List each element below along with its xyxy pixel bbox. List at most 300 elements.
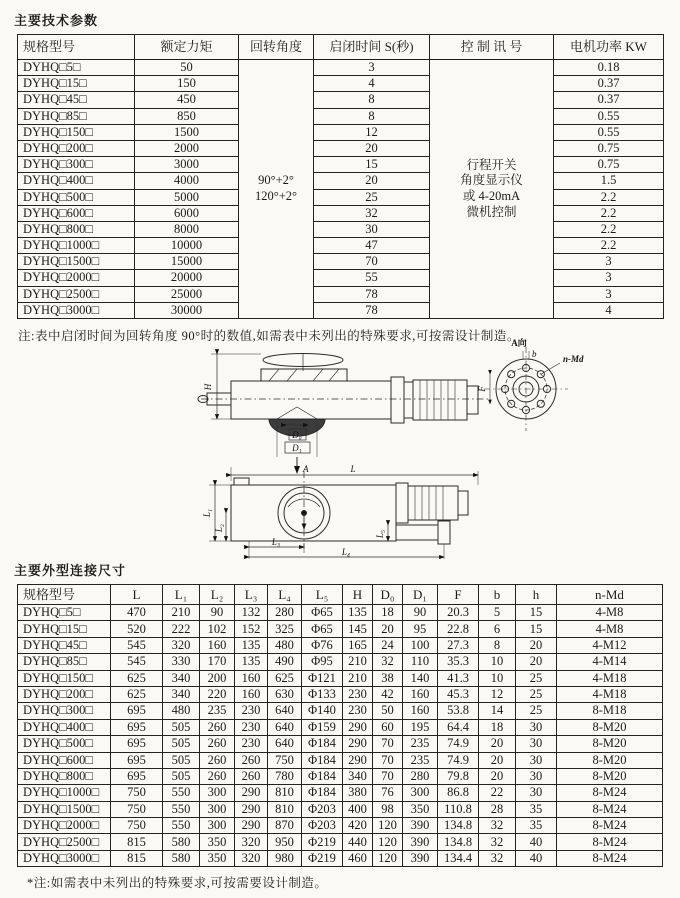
dimension-cell: 320 [235, 834, 268, 850]
model-cell: DYHQ□150□ [18, 124, 135, 140]
dim-label-a: A [302, 464, 308, 474]
dimension-cell: 695 [111, 768, 163, 784]
column-header: 规格型号 [18, 35, 135, 60]
dimension-cell: 420 [343, 818, 373, 834]
dim-label-f: F [476, 386, 487, 392]
dimension-cell: 40 [516, 834, 557, 850]
table-row [18, 801, 663, 817]
table-row [18, 670, 663, 686]
control-signal-line: 角度显示仪 [460, 173, 523, 188]
dimension-cell: 76 [373, 785, 403, 801]
dimension-cell: Φ203 [302, 801, 343, 817]
model-cell: DYHQ□5□ [18, 605, 111, 621]
dimension-cell: 160 [200, 637, 235, 653]
open-close-time-cell: 3 [314, 60, 430, 76]
dimension-cell: 15 [516, 621, 557, 637]
open-close-time-cell: 15 [314, 157, 430, 173]
motor-power-cell: 0.75 [554, 157, 664, 173]
open-close-time-cell: 78 [314, 302, 430, 318]
dimension-cell: 120 [373, 818, 403, 834]
dimension-cell: 330 [163, 654, 200, 670]
dimension-cell: 260 [200, 752, 235, 768]
dimension-cell: 695 [111, 736, 163, 752]
table-row [18, 621, 663, 637]
dimension-cell: 18 [479, 719, 516, 735]
dim-label-l: L [349, 464, 356, 474]
motor-power-cell: 0.75 [554, 140, 664, 156]
dimension-cell: 53.8 [438, 703, 479, 719]
dimension-cell: 160 [235, 670, 268, 686]
column-header: L₁ [163, 585, 200, 605]
dimension-cell: 42 [373, 686, 403, 702]
dimension-cell: 290 [235, 801, 268, 817]
dimension-cell: Φ184 [302, 752, 343, 768]
dimension-cell: 120 [373, 850, 403, 866]
dimension-cell: 350 [200, 834, 235, 850]
dimension-cell: 135 [343, 605, 373, 621]
dimension-cell: 25 [516, 670, 557, 686]
dimension-cell: 640 [268, 703, 302, 719]
model-cell: DYHQ□200□ [18, 140, 135, 156]
column-header: D₁ [403, 585, 438, 605]
dimension-cell: 10 [479, 670, 516, 686]
control-signal-line: 微机控制 [466, 204, 517, 219]
dimension-cell: 470 [111, 605, 163, 621]
motor-power-cell: 2.2 [554, 205, 664, 221]
motor-power-cell: 4 [554, 302, 664, 318]
dim-label-l3: L₃ [271, 537, 280, 547]
column-header: L₅ [302, 585, 343, 605]
dimension-cell: 640 [268, 719, 302, 735]
top-view [198, 353, 491, 473]
table-row [18, 157, 664, 173]
open-close-time-cell: 47 [314, 238, 430, 254]
motor-power-cell: 1.5 [554, 173, 664, 189]
torque-cell: 450 [135, 92, 239, 108]
dimension-cell: 340 [343, 768, 373, 784]
dimension-cell: 25 [516, 686, 557, 702]
dimension-cell: 38 [373, 670, 403, 686]
dimension-cell: 200 [200, 670, 235, 686]
column-header: L [111, 585, 163, 605]
actuator-outline-drawing [91, 338, 591, 557]
technical-parameters-table [17, 34, 664, 319]
dimension-cell: 260 [235, 768, 268, 784]
dimension-cell: 30 [516, 736, 557, 752]
table-row [18, 637, 663, 653]
dimension-cell: 32 [373, 654, 403, 670]
motor-power-cell: 0.37 [554, 76, 664, 92]
dimension-cell: 60 [373, 719, 403, 735]
model-cell: DYHQ□3000□ [18, 302, 135, 318]
dimension-cell: 290 [343, 752, 373, 768]
torque-cell: 6000 [135, 205, 239, 221]
column-header: 电机功率 KW [554, 35, 664, 60]
dimension-cell: 110 [403, 654, 438, 670]
dimension-labels [202, 337, 584, 557]
dimension-cell: 870 [268, 818, 302, 834]
dimension-cell: 20 [516, 637, 557, 653]
control-signal-line: 或 4-20mA [462, 189, 521, 203]
table1-note: 注:表中启闭时间为回转角度 90°时的数值,如需表中未列出的特殊要求,可按需设计制造。 [18, 329, 520, 343]
section1-title: 主要技术参数 [14, 13, 99, 28]
rotation-angle-line: 90°+2° [258, 173, 294, 188]
model-cell: DYHQ□500□ [18, 736, 111, 752]
technical-parameters-body [18, 60, 664, 319]
dimension-cell: 4-M14 [557, 654, 663, 670]
dimension-cell: Φ159 [302, 719, 343, 735]
open-close-time-cell: 8 [314, 92, 430, 108]
dim-label-nmd: n-Md [562, 354, 584, 364]
open-close-time-cell: 12 [314, 124, 430, 140]
dimension-cell: Φ65 [302, 605, 343, 621]
dimension-cell: 134.8 [438, 834, 479, 850]
section2-title: 主要外型连接尺寸 [14, 563, 127, 578]
open-close-time-cell: 55 [314, 270, 430, 286]
open-close-time-cell: 70 [314, 254, 430, 270]
table-row [18, 850, 663, 866]
dimension-cell: 230 [235, 703, 268, 719]
torque-cell: 5000 [135, 189, 239, 205]
dimension-cell: 10 [479, 654, 516, 670]
dimension-cell: 8-M18 [557, 703, 663, 719]
dimension-cell: 580 [163, 850, 200, 866]
dimension-cell: 222 [163, 621, 200, 637]
model-cell: DYHQ□600□ [18, 205, 135, 221]
model-cell: DYHQ□15□ [18, 621, 111, 637]
dimension-cell: 300 [200, 785, 235, 801]
dimension-cell: 8-M24 [557, 785, 663, 801]
dimension-cell: 230 [235, 719, 268, 735]
dimension-cell: 140 [403, 670, 438, 686]
rotation-angle-line: 120°+2° [254, 189, 298, 203]
dimension-drawing [17, 338, 664, 557]
dimensions-header [18, 585, 663, 605]
dimension-cell: 8-M24 [557, 850, 663, 866]
table-row [18, 173, 664, 189]
dimension-cell: 815 [111, 834, 163, 850]
dimension-cell: 25 [516, 703, 557, 719]
dimension-cell: 300 [200, 818, 235, 834]
dimension-cell: 750 [111, 785, 163, 801]
column-header: L₃ [235, 585, 268, 605]
dimension-cell: Φ184 [302, 768, 343, 784]
dimension-cell: 400 [343, 801, 373, 817]
dimension-cell: 320 [235, 850, 268, 866]
dim-label-l2: L₂ [213, 523, 224, 533]
column-header: 规格型号 [18, 585, 111, 605]
dimension-cell: 210 [343, 654, 373, 670]
table-row [18, 140, 664, 156]
dimension-cell: 74.9 [438, 736, 479, 752]
table-row [18, 76, 664, 92]
dimension-cell: 102 [200, 621, 235, 637]
dimension-cell: 32 [479, 818, 516, 834]
dimension-cell: 260 [200, 719, 235, 735]
dimension-cell: 280 [403, 768, 438, 784]
dim-label-l4: L₄ [341, 547, 350, 557]
motor-power-cell: 3 [554, 254, 664, 270]
model-cell: DYHQ□85□ [18, 108, 135, 124]
dimension-cell: 235 [403, 752, 438, 768]
dimension-cell: 22 [479, 785, 516, 801]
dimension-cell: 30 [516, 752, 557, 768]
dimension-cell: 152 [235, 621, 268, 637]
dimension-cell: 24 [373, 637, 403, 653]
dimension-cell: 20.3 [438, 605, 479, 621]
model-cell: DYHQ□2000□ [18, 270, 135, 286]
column-header: L₄ [268, 585, 302, 605]
open-close-time-cell: 20 [314, 140, 430, 156]
dimension-cell: 8-M20 [557, 752, 663, 768]
open-close-time-cell: 78 [314, 286, 430, 302]
torque-cell: 50 [135, 60, 239, 76]
column-header: L₂ [200, 585, 235, 605]
dimension-cell: Φ95 [302, 654, 343, 670]
dimension-cell: 750 [268, 752, 302, 768]
table2-note: *注:如需表中未列出的特殊要求,可按需要设计制造。 [27, 876, 328, 891]
model-cell: DYHQ□200□ [18, 686, 111, 702]
dimension-cell: 325 [268, 621, 302, 637]
dimension-cell: 810 [268, 801, 302, 817]
dimension-cell: 505 [163, 736, 200, 752]
dimension-cell: 98 [373, 801, 403, 817]
dimension-cell: 35.3 [438, 654, 479, 670]
dimension-cell: 120 [373, 834, 403, 850]
header-row [18, 585, 663, 605]
dimension-cell: Φ133 [302, 686, 343, 702]
dimension-cell: 695 [111, 752, 163, 768]
table-row [18, 108, 664, 124]
dimension-cell: 79.8 [438, 768, 479, 784]
dimension-cell: 340 [163, 686, 200, 702]
dimension-cell: 230 [235, 736, 268, 752]
table-row [18, 785, 663, 801]
column-header: F [438, 585, 479, 605]
dimension-cell: 30 [516, 768, 557, 784]
dimension-cell: 290 [235, 818, 268, 834]
dimension-cell: 490 [268, 654, 302, 670]
dimension-cell: 90 [200, 605, 235, 621]
open-close-time-cell: 20 [314, 173, 430, 189]
dimension-cell: Φ65 [302, 621, 343, 637]
dimension-cell: 8-M24 [557, 818, 663, 834]
dimension-cell: 4-M12 [557, 637, 663, 653]
dimension-cell: 40 [516, 850, 557, 866]
motor-power-cell: 3 [554, 270, 664, 286]
dimension-cell: 70 [373, 768, 403, 784]
table-row [18, 270, 664, 286]
dimension-cell: 8-M20 [557, 768, 663, 784]
dimension-cell: 20 [373, 621, 403, 637]
open-close-time-cell: 8 [314, 108, 430, 124]
model-cell: DYHQ□1000□ [18, 785, 111, 801]
dimension-cell: 20 [516, 654, 557, 670]
column-header: 额定力矩 [135, 35, 239, 60]
dimension-cell: 170 [200, 654, 235, 670]
technical-parameters-header [18, 35, 664, 60]
dimension-cell: 235 [403, 736, 438, 752]
open-close-time-cell: 30 [314, 221, 430, 237]
torque-cell: 30000 [135, 302, 239, 318]
model-cell: DYHQ□400□ [18, 173, 135, 189]
dimension-cell: 300 [200, 801, 235, 817]
dimension-cell: 235 [200, 703, 235, 719]
dimension-cell: 4-M18 [557, 670, 663, 686]
dimension-cell: 390 [403, 818, 438, 834]
model-cell: DYHQ□300□ [18, 703, 111, 719]
model-cell: DYHQ□5□ [18, 60, 135, 76]
dim-label-l1: L₁ [201, 508, 212, 518]
dimension-cell: 625 [111, 686, 163, 702]
dimension-cell: 625 [268, 670, 302, 686]
dimension-cell: 45.3 [438, 686, 479, 702]
table-row [18, 221, 664, 237]
dimension-cell: 195 [403, 719, 438, 735]
dimension-cell: 480 [163, 703, 200, 719]
torque-cell: 150 [135, 76, 239, 92]
model-cell: DYHQ□400□ [18, 719, 111, 735]
table-row [18, 736, 663, 752]
dimension-cell: 30 [516, 785, 557, 801]
table-row [18, 189, 664, 205]
dimension-cell: 480 [268, 637, 302, 653]
table-row [18, 238, 664, 254]
model-cell: DYHQ□1500□ [18, 254, 135, 270]
table-row [18, 124, 664, 140]
motor-power-cell: 2.2 [554, 238, 664, 254]
model-cell: DYHQ□45□ [18, 92, 135, 108]
dimension-cell: 440 [343, 834, 373, 850]
dimension-cell: 35 [516, 801, 557, 817]
dimension-cell: 27.3 [438, 637, 479, 653]
dimension-cell: 22.8 [438, 621, 479, 637]
dimension-cell: 70 [373, 736, 403, 752]
view-a-label: A向 [510, 338, 527, 348]
dimension-cell: 134.8 [438, 818, 479, 834]
dimension-cell: 110.8 [438, 801, 479, 817]
control-signal-cell [430, 60, 554, 319]
column-header: 启闭时间 S(秒) [314, 35, 430, 60]
dimension-cell: 750 [111, 801, 163, 817]
dimension-cell: 4-M8 [557, 621, 663, 637]
dimension-cell: 220 [200, 686, 235, 702]
table-row [18, 302, 664, 318]
open-close-time-cell: 4 [314, 76, 430, 92]
motor-power-cell: 2.2 [554, 221, 664, 237]
motor-power-cell: 0.55 [554, 108, 664, 124]
table-row [18, 254, 664, 270]
dimension-cell: 290 [343, 719, 373, 735]
dimension-cell: 950 [268, 834, 302, 850]
dim-label-l5: L₅ [374, 529, 385, 539]
model-cell: DYHQ□3000□ [18, 850, 111, 866]
dimension-cell: 695 [111, 703, 163, 719]
dimension-cell: 550 [163, 785, 200, 801]
dimension-cell: 8-M24 [557, 834, 663, 850]
rotation-angle-cell [239, 60, 314, 319]
table-row [18, 719, 663, 735]
model-cell: DYHQ□800□ [18, 221, 135, 237]
table-row [18, 92, 664, 108]
table-row [18, 752, 663, 768]
model-cell: DYHQ□150□ [18, 670, 111, 686]
dimension-cell: 15 [516, 605, 557, 621]
dimension-cell: 8-M24 [557, 801, 663, 817]
dimension-cell: 260 [200, 736, 235, 752]
model-cell: DYHQ□800□ [18, 768, 111, 784]
dimension-cell: 210 [343, 670, 373, 686]
dimension-cell: 390 [403, 850, 438, 866]
torque-cell: 3000 [135, 157, 239, 173]
dimension-cell: 135 [235, 654, 268, 670]
table-row [18, 654, 663, 670]
dimension-cell: 350 [403, 801, 438, 817]
dimension-cell: 580 [163, 834, 200, 850]
dimension-cell: 520 [111, 621, 163, 637]
dimension-cell: 134.4 [438, 850, 479, 866]
front-view [209, 467, 478, 559]
dimension-cell: 8 [479, 637, 516, 653]
table-row [18, 286, 664, 302]
dimension-cell: 12 [479, 686, 516, 702]
torque-cell: 25000 [135, 286, 239, 302]
dimension-cell: 160 [235, 686, 268, 702]
torque-cell: 10000 [135, 238, 239, 254]
model-cell: DYHQ□2000□ [18, 818, 111, 834]
column-header: 控 制 讯 号 [430, 35, 554, 60]
column-header: h [516, 585, 557, 605]
table-row [18, 60, 664, 76]
dimension-cell: Φ184 [302, 785, 343, 801]
dimension-cell: 132 [235, 605, 268, 621]
torque-cell: 15000 [135, 254, 239, 270]
dimension-cell: 545 [111, 637, 163, 653]
dimension-cell: 74.9 [438, 752, 479, 768]
dimension-cell: 815 [111, 850, 163, 866]
dimension-cell: 550 [163, 801, 200, 817]
model-cell: DYHQ□2500□ [18, 286, 135, 302]
dimension-cell: 8-M20 [557, 719, 663, 735]
dimension-cell: 18 [373, 605, 403, 621]
torque-cell: 2000 [135, 140, 239, 156]
dimension-cell: 4-M18 [557, 686, 663, 702]
table-row [18, 703, 663, 719]
dimension-cell: 505 [163, 719, 200, 735]
torque-cell: 1500 [135, 124, 239, 140]
dimension-cell: Φ140 [302, 703, 343, 719]
dimension-cell: 545 [111, 654, 163, 670]
dimension-cell: 280 [268, 605, 302, 621]
torque-cell: 850 [135, 108, 239, 124]
dimension-cell: 505 [163, 768, 200, 784]
dimension-cell: 5 [479, 605, 516, 621]
model-cell: DYHQ□1000□ [18, 238, 135, 254]
dimension-cell: 460 [343, 850, 373, 866]
torque-cell: 20000 [135, 270, 239, 286]
model-cell: DYHQ□45□ [18, 637, 111, 653]
dimension-cell: 50 [373, 703, 403, 719]
dimension-cell: Φ219 [302, 850, 343, 866]
dimension-cell: 14 [479, 703, 516, 719]
dimension-cell: 32 [479, 834, 516, 850]
dimension-cell: 6 [479, 621, 516, 637]
dimension-cell: 64.4 [438, 719, 479, 735]
dimension-cell: 625 [111, 670, 163, 686]
dimension-cell: 4-M8 [557, 605, 663, 621]
open-close-time-cell: 32 [314, 205, 430, 221]
dimension-cell: 550 [163, 818, 200, 834]
